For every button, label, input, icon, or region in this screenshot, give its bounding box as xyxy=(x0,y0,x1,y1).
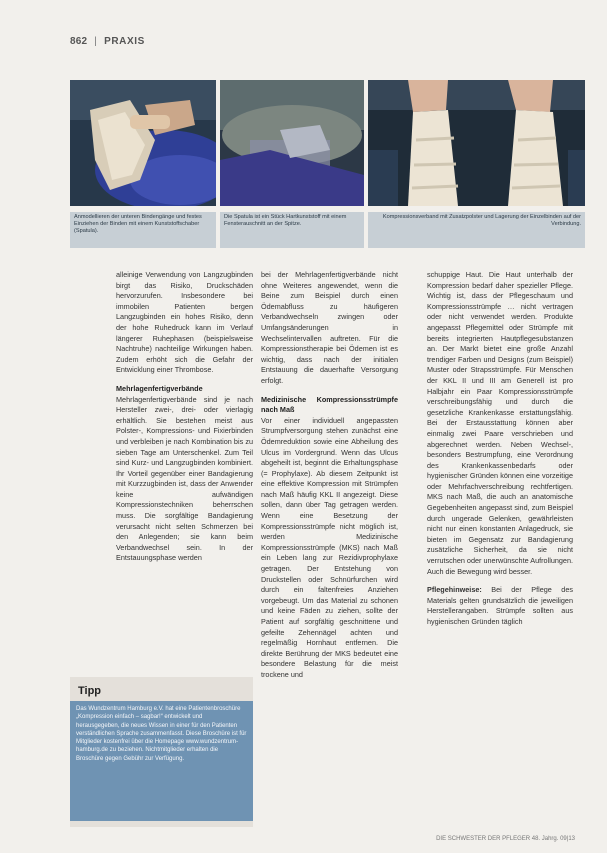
tip-body: Das Wundzentrum Hamburg e.V. hat eine Patientenbroschüre „Kompression einfach – sagbar!“ entwickelt und herausgegeben, die neues Wissen in einer für den Patienten verständlichen Sprache zusammenfasst. Diese Broschüre ist für Mitglieder kostenfrei über die Homepage www.wundzentrum-hamburg.de zu beziehen. Nichtmitglieder erhalten die Broschüre gegen Gebühr zur Verfügung. xyxy=(70,701,253,821)
running-header xyxy=(70,36,145,47)
photo-caption: Die Spatula ist ein Stück Hartkunststoff mit einem Fensterauschnitt an der Spitze. xyxy=(220,212,364,248)
paragraph: Mehrlagenfertigverbände sind je nach Hersteller zwei-, drei- oder vierlagig erhältlich. Sie bestehen meist aus Polster-, Kompressions- und Fixierbinden und verbleiben je nach Kombination bis zu sieben Tage am Unterschenkel. Zum Teil sind Kurz- und Langzugbinden kombiniert. Ihr Vorteil gegenüber einer Bandagierung mit Kurzzugbinden ist, dass der Anwender keine aufwändigen Kompressionstechniken beherrschen muss. Die sorgfältige Bandagierung verursacht nicht selten Schmerzen bei den Anlegenden; sie kann beim Verbandwechsel sein. In der Entstauungsphase werden xyxy=(116,394,253,563)
tip-box xyxy=(70,677,253,827)
text-column-1 xyxy=(116,270,253,564)
running-footer: DIE SCHWESTER DER PFLEGER 48. Jahrg. 09|13 xyxy=(436,836,575,842)
photo-strip xyxy=(70,80,585,206)
tip-title: Tipp xyxy=(78,685,102,697)
inline-heading: Pflegehinweise: xyxy=(427,585,482,595)
paragraph: schuppige Haut. Die Haut unterhalb der Kompression bedarf daher spezieller Pflege. Wichtig ist, dass der Pflegeschaum und Kompressionsstrümpfe … nicht vertragen oder nicht verwendet werden. Produkte angepasst Pflegemittel oder Strümpfe mit bereits integrierten Hautpflegesubstanzen an. Der Markt bietet eine große Anzahl trendiger Farben und Designs (zum Beispiel) Muster oder Strapsstrümpfe. Für Menschen der KKL II und III am Generell ist pro Halbjahr ein Paar Kompressionsstrümpfe verschreibungsfähig und durch die gesetzliche Krankenkasse erstattungsfähig. Bei der Erstausstattung können aber einmalig zwei Paare verschrieben und abgerechnet werden. Neben Wechsel-, besonders Bestrumpfung, eine Verordnung des Krankenkassenbedarfs oder hygienischer Gründen können eine vorzeitige oder Mehrfachverschreibung rechtfertigen. MKS nach Maß, die auch an anatomische Gegebenheiten angepasst sind, zum Beispiel durch ungerade Gelenken, gewährleisten nicht nur einen konstanten Anlagedruck, sie bieten im Gegensatz zur Bandagierung zusätzliche Sicherheit, da sie nicht verrutschen oder unerwünschte Aufrollungen. Auch die Bewegung wird besser. xyxy=(427,270,573,576)
photo-spatula-tool xyxy=(220,80,364,206)
photo-bandaging-spatula xyxy=(70,80,216,206)
subheading: Mehrlagenfertigverbände xyxy=(116,383,203,393)
section-title: PRAXIS xyxy=(104,36,145,47)
header-separator: | xyxy=(94,36,98,47)
paragraph-text: Bei der Pflege des Materials gelten grundsätzlich die jeweiligen Herstellerangaben. Strümpfe sollten aus hygienischen Gründen täglich xyxy=(427,585,573,626)
paragraph: bei der Mehrlagenfertigverbände nicht ohne Weiteres angewendet, wenn die Beine zum Beispiel durch einen Ödemabfluss zu häufigeren Verbandwechseln zwingen oder Umfangsänderungen in Wechselintervallen auftreten. Für die Kompressionstherapie bei Ödemen ist es wichtig, dass nach der initialen Entstauung die dauerhafte Versorgung erfolgt. xyxy=(261,270,398,385)
page-number: 862 xyxy=(70,36,88,47)
text-column-3 xyxy=(427,270,573,628)
paragraph: alleinige Verwendung von Langzugbinden birgt das Risiko, Druckschäden hervorzurufen. Insbesondere bei immobilen Patienten bergen Langzugbinden ein hohes Risiko, denn der hohe Ruhedruck kann im Verlauf längerer Ruhephasen (beispielsweise Nachtruhe) nachteilige Wirkungen haben. Zudem erhöht sich die Gefahr der Entwicklung einer Thrombose. xyxy=(116,270,253,375)
photo-compression-legs xyxy=(368,80,585,206)
paragraph xyxy=(427,585,573,627)
photo-caption: Kompressionsverband mit Zusatzpolster und Lagerung der Einzelbinden auf der Verbindung. xyxy=(368,212,585,248)
paragraph: Vor einer individuell angepassten Strumpfversorgung stehen zunächst eine Ödemreduktion sowie eine Abheilung des Ulcus im Vordergrund. Wenn das Ulcus abgeheilt ist, beginnt die Erhaltungsphase (= Prophylaxe). Ab diesem Zeitpunkt ist eine effektive Kompression mit Strümpfen nach Maß häufig KKL II angezeigt. Diese sollen, dann über Tag getragen werden. Wenn eine Besetzung der Kompressionsstrümpfe nicht möglich ist, werden Medizinische Kompressionsstrümpfe (MKS) nach Maß ein Leben lang zur Rezidivprophylaxe getragen. Der Entstehung von Druckstellen oder Schnürfurchen wird durch ein faltenfreies Anziehen vorgebeugt. Um das Material zu schonen und keine Fäden zu ziehen, sollte der Patient auf sorgfältig geschnittene und gefeilte Zehennägel achten und regelmäßig Hornhaut entfernen. Die direkte Berührung der MKS bedeutet eine besondere Belastung für die meist trockene und xyxy=(261,415,398,679)
text-column-2 xyxy=(261,270,398,681)
subheading: Medizinische Kompressionsstrümpfe nach Maß xyxy=(261,394,398,415)
photo-caption: Anmodellieren der unteren Bindengänge und festes Einziehen der Binden mit einem Kunststoffschaber (Spatula). xyxy=(70,212,216,248)
